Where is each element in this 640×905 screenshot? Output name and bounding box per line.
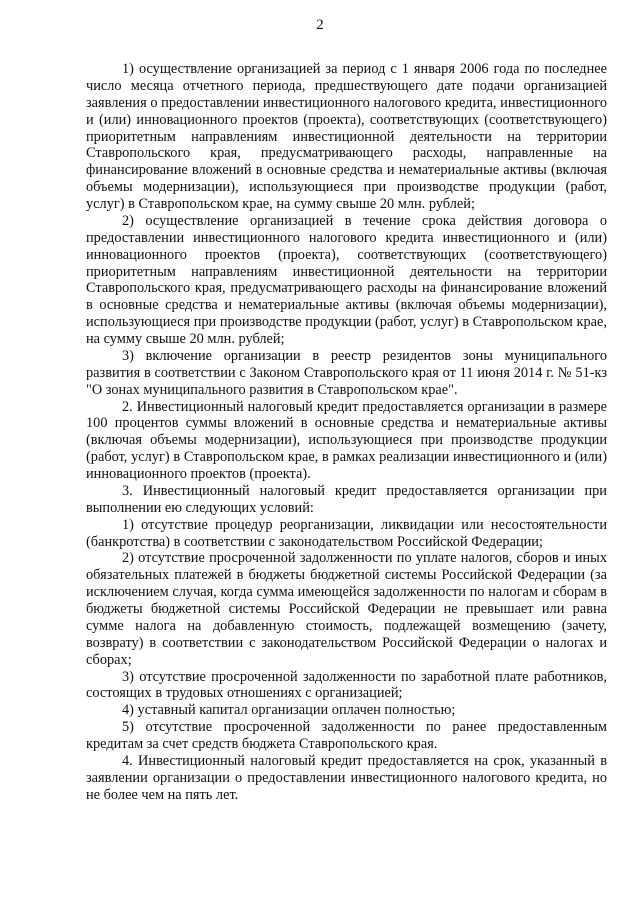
paragraph-condition-5: 5) отсутствие просроченной задолженности по ранее предоставленным кредитам за счет средств бюджета Ставропольского края.	[86, 719, 607, 752]
paragraph-condition-3: 3) отсутствие просроченной задолженности по заработной плате работников, состоящих в трудовых отношениях с организацией;	[86, 668, 607, 702]
paragraph-clause-3: 3) включение организации в реестр резидентов зоны муниципального развития в соответствии с Законом Ставропольского края от 11 июня 2014 г. № 51-кз "О зонах муниципального развития в Ставропольском крае".	[86, 347, 607, 398]
paragraph-clause-1: 1) осуществление организацией за период с 1 января 2006 года по последнее число месяца отчетного периода, предшествующего дате подачи организацией заявления о предоставлении инвестиционного налогового кредита, инвестиционного и (или) инновационного проектов (проекта), соответствующих (соответствующего) приоритетным направлениям инвестиционной деятельности на территории Ставропольского края, предусматривающего расходы, направленные на финансирование вложений в основные средства и нематериальные активы (включая объемы модернизации), использующиеся при производстве продукции (работ, услуг) в Ставропольском крае, на сумму свыше 20 млн. рублей;	[86, 61, 607, 212]
paragraph-condition-1: 1) отсутствие процедур реорганизации, ликвидации или несостоятельности (банкротства) в соответствии с законодательством Российской Федерации;	[86, 516, 607, 550]
page-number: 2	[316, 17, 324, 33]
document-body	[86, 61, 607, 804]
paragraph-section-2: 2. Инвестиционный налоговый кредит предоставляется организации в размере 100 процентов суммы вложений в основные средства и нематериальные активы (включая объемы модернизации), использующиеся при производстве продукции (работ, услуг) в Ставропольском крае, в рамках реализации инвестиционного и (или) инновационного проектов (проекта).	[86, 398, 607, 482]
paragraph-condition-4: 4) уставный капитал организации оплачен полностью;	[122, 702, 456, 719]
paragraph-section-3: 3. Инвестиционный налоговый кредит предоставляется организации при выполнении ею следующих условий:	[86, 482, 607, 516]
paragraph-clause-2: 2) осуществление организацией в течение срока действия договора о предоставлении инвестиционного налогового кредита инвестиционного и (или) инновационного проектов (проекта), соответствующих (соответствующего) приоритетным направлениям инвестиционной деятельности на территории Ставропольского края, предусматривающего расходы на финансирование вложений в основные средства и нематериальные активы (включая объемы модернизации), использующиеся при производстве продукции (работ, услуг) в Ставропольском крае, на сумму свыше 20 млн. рублей;	[86, 212, 607, 347]
paragraph-condition-2: 2) отсутствие просроченной задолженности по уплате налогов, сборов и иных обязательных платежей в бюджеты бюджетной системы Российской Федерации (за исключением случая, когда сумма имеющейся задолженности по налогам и сборам в бюджеты бюджетной системы Российской Федерации не превышает или равна сумме налога на добавленную стоимость, подлежащей возмещению (зачету, возврату) в соответствии с законодательством Российской Федерации о налогах и сборах;	[86, 550, 607, 668]
paragraph-section-4: 4. Инвестиционный налоговый кредит предоставляется на срок, указанный в заявлении организации о предоставлении инвестиционного налогового кредита, но не более чем на пять лет.	[86, 752, 607, 803]
